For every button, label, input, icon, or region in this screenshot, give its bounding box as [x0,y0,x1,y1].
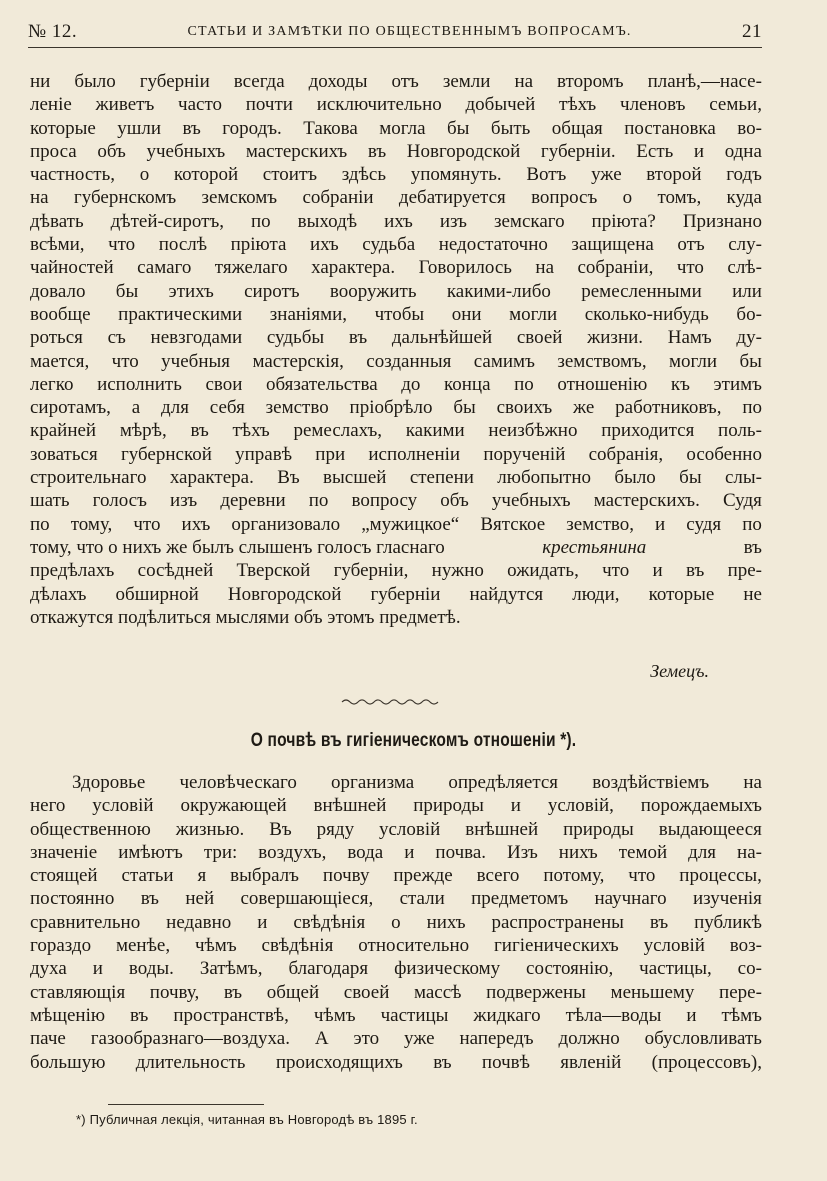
text-line: общественною жизнью. Въ ряду условій внѣшней природы выдающееся [30,818,762,840]
text-line: шать голосъ изъ деревни по вопросу объ учебныхъ мастерскихъ. Судя [30,490,762,512]
text-line: предѣлахъ сосѣдней Тверской губерніи, нужно ожидать, что и въ пре- [30,560,762,582]
text-line: ни было губерніи всегда доходы отъ земли на второмъ планѣ,—насе- [30,71,762,92]
article-title: О почвѣ въ гигіеническомъ отношеніи *). [250,730,577,751]
text-line: дѣлахъ обширной Новгородской губерніи найдутся люди, которые не [30,583,762,605]
text-line: мѣщенію въ пространствѣ, чѣмъ частицы жидкаго тѣла—воды и тѣмъ [30,1004,762,1026]
text-line: значеніе имѣютъ три: воздухъ, вода и почва. Изъ нихъ темой для на- [30,841,762,863]
text-line: дѣвать дѣтей-сиротъ, по выходѣ ихъ изъ земскаго пріюта? Признано [30,210,762,232]
text-line: на губернскомъ земскомъ собраніи дебатируется вопросъ о томъ, куда [30,187,762,209]
text-line: по тому, что ихъ организовало „мужицкое“ Вятское земство, и судя по [30,513,762,535]
text-line: ставляющія почву, въ общей своей массѣ подвержены меньшему пере- [30,981,762,1003]
text-line: чайностей самаго тяжелаго характера. Говорилось на собраніи, что слѣ- [30,257,762,279]
section-title: СТАТЬИ И ЗАМѢТКИ ПО ОБЩЕСТВЕННЫМЪ ВОПРОСАМЪ. [187,24,632,39]
text-line: всѣми, что послѣ пріюта ихъ судьба недостаточно защищена отъ слу- [30,234,762,256]
text-line: строительнаго характера. Въ высшей степени любопытно было бы слы- [30,467,762,489]
text-line: большую длительность происходящихъ въ почвѣ явленій (процессовъ), [30,1051,762,1073]
text-line: паче газообразнаго—воздуха. А это уже напередъ должно обусловливать [30,1028,762,1050]
text-line: мается, что учебныя мастерскія, созданныя самимъ земствомъ, могли бы [30,350,762,372]
text-line: постоянно въ ней совершающіеся, стали предметомъ научнаго изученія [30,888,762,910]
text-line: роться съ невзгодами судьбы въ дальнѣйшей своей жизни. Намъ ду- [30,327,762,349]
section-divider [340,697,440,707]
text-line: сиротамъ, а для себя земство пріобрѣло бы своихъ же работниковъ, по [30,397,762,419]
text-line: легко исполнить свои обязательства до конца по отношенію къ этимъ [30,373,762,395]
article-body-2 [30,771,762,1074]
author-signature: Земецъ. [650,661,709,681]
text-line: вообще практическими знаніями, чтобы они могли сколько-нибудь бо- [30,303,762,325]
text-line: стоящей статьи я выбралъ почву прежде всего потому, что процессы, [30,865,762,887]
text-line: которые ушли въ городъ. Такова могла бы быть общая постановка во- [30,117,762,139]
footnote-rule [108,1104,264,1105]
text-line: сравнительно недавно и свѣдѣнія о нихъ распространены въ публикѣ [30,911,762,933]
page-header [28,18,762,46]
italic-word: крестьянина [542,536,647,558]
text-line: гораздо менѣе, чѣмъ свѣдѣнія относительно гигіеническихъ условій воз- [30,935,762,957]
text-line: него условій окружающей внѣшней природы и условій, порождаемыхъ [30,795,762,817]
text-line: крайней мѣрѣ, въ тѣхъ ремеслахъ, какими неизбѣжно приходится поль- [30,420,762,442]
text-line: довало бы этихъ сиротъ вооружить какими-либо ремесленными или [30,280,762,302]
issue-number: № 12. [28,21,78,42]
text-line: леніе живетъ часто почти исключительно добычей тѣхъ членовъ семьи, [30,94,762,116]
text-line: зоваться губернской управѣ при исполненіи порученій собранія, особенно [30,443,762,465]
text-line: частность, о которой стоитъ здѣсь упомянуть. Вотъ уже второй годъ [30,164,762,186]
text-line: откажутся подѣлиться мыслями объ этомъ предметѣ. [30,606,461,628]
footnote: *) Публичная лекція, читанная въ Новгородѣ въ 1895 г. [76,1112,418,1127]
page-number: 21 [741,21,762,42]
text-line: Здоровье человѣческаго организма опредѣляется воздѣйствіемъ на [72,772,762,793]
article-body-1 [30,70,762,629]
text-line: духа и воды. Затѣмъ, благодаря физическому состоянію, частицы, со- [30,958,762,980]
text-line: проса объ учебныхъ мастерскихъ въ Новгородской губерніи. Есть и одна [30,140,762,162]
text-line: тому, что о нихъ же былъ слышенъ голосъ гласнаго крестьянина въ [30,536,762,558]
header-rule [28,47,762,48]
